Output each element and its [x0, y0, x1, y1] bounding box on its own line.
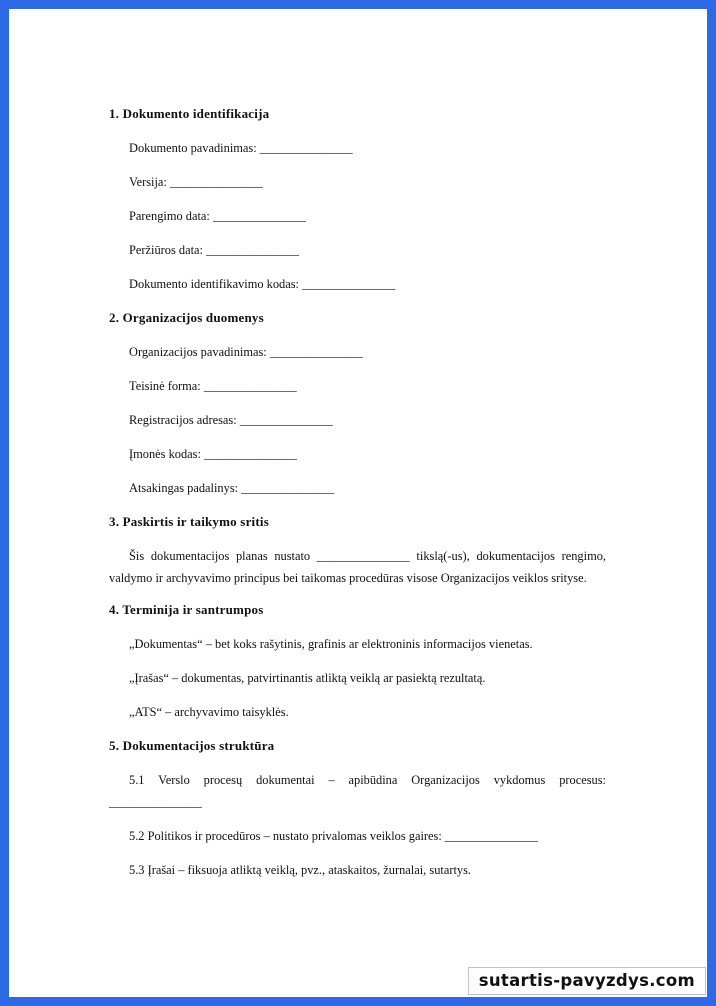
section-heading-identification: 1. Dokumento identifikacija: [109, 106, 270, 121]
purpose-paragraph: Šis dokumentacijos planas nustato _______________ tikslą(-us), dokumentacijos rengimo, valdymo ir archyvavimo principus bei taikomas procedūras visose Organizacijos veiklos srityse.: [109, 549, 606, 585]
field-organization-name: Organizacijos pavadinimas: _______________: [129, 345, 363, 359]
term-ats: „ATS“ – archyvavimo taisyklės.: [129, 705, 289, 719]
field-preparation-date: Parengimo data: _______________: [129, 209, 306, 223]
field-registration-address: Registracijos adresas: _______________: [129, 413, 333, 427]
section-heading-purpose-scope: 3. Paskirtis ir taikymo sritis: [109, 514, 269, 529]
structure-item-5-3: 5.3 Įrašai – fiksuoja atliktą veiklą, pvz., ataskaitos, žurnalai, sutartys.: [129, 863, 472, 877]
field-document-id-code: Dokumento identifikavimo kodas: _______________: [129, 277, 396, 291]
document-page: [9, 9, 707, 997]
section-heading-organization: 2. Organizacijos duomenys: [109, 310, 264, 325]
field-review-date: Peržiūros data: _______________: [129, 243, 300, 257]
field-company-code: Įmonės kodas: _______________: [129, 447, 297, 461]
field-version: Versija: _______________: [129, 175, 263, 189]
section-heading-terminology: 4. Terminija ir santrumpos: [109, 602, 264, 617]
section-heading-structure: 5. Dokumentacijos struktūra: [109, 738, 275, 753]
structure-item-5-1: 5.1 Verslo procesų dokumentai – apibūdina Organizacijos vykdomus procesus: _______________: [109, 773, 606, 809]
field-responsible-unit: Atsakingas padalinys: _______________: [129, 481, 335, 495]
field-legal-form: Teisinė forma: _______________: [129, 379, 297, 393]
document-content: [109, 105, 606, 895]
watermark-site-link[interactable]: sutartis-pavyzdys.com: [468, 967, 706, 995]
term-irasas: „Įrašas“ – dokumentas, patvirtinantis atliktą veiklą ar pasiektą rezultatą.: [129, 671, 486, 685]
structure-item-5-2: 5.2 Politikos ir procedūros – nustato privalomas veiklos gaires: _______________: [129, 829, 538, 843]
term-dokumentas: „Dokumentas“ – bet koks rašytinis, grafinis ar elektroninis informacijos vienetas.: [129, 637, 533, 651]
field-document-name: Dokumento pavadinimas: _______________: [129, 141, 353, 155]
